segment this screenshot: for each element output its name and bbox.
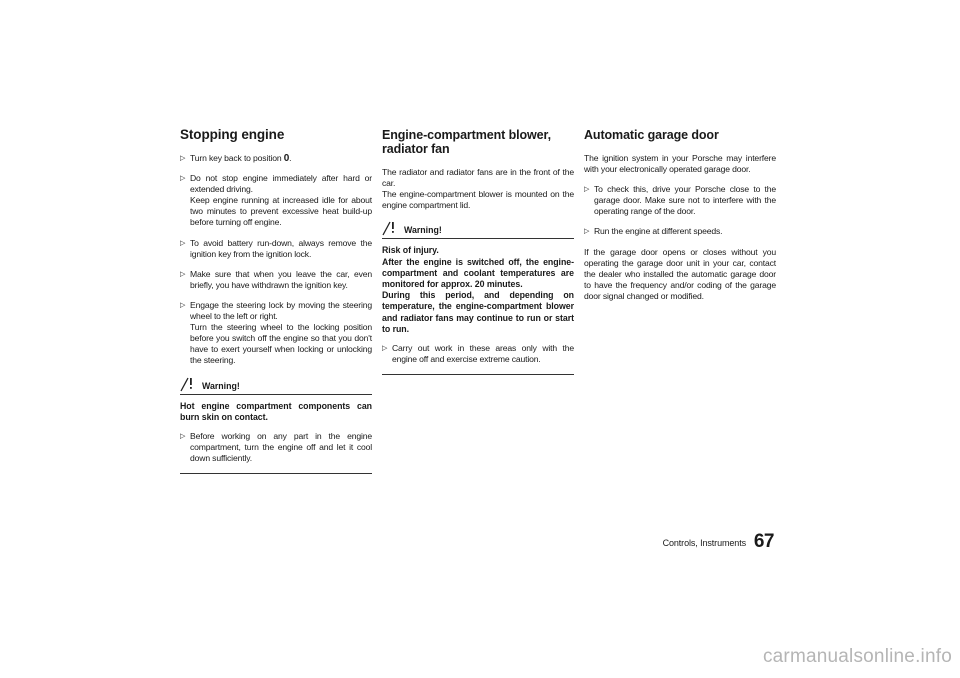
bullet-text-end: . xyxy=(289,153,292,163)
chapter-label: Controls, Instruments xyxy=(662,538,746,548)
column-automatic-garage-door xyxy=(584,128,776,302)
triangle-right-icon: ▷ xyxy=(180,155,186,162)
key-position: 0 xyxy=(283,153,290,164)
outro-text: If the garage door opens or closes without you operating the garage door unit in your car, contact the dealer who installed the automatic garage door to have the frequency and/or coding of the garage door signal changed or modified. xyxy=(584,246,776,301)
bullet-text: Turn key back to position xyxy=(190,153,284,163)
warning-icon xyxy=(180,376,200,392)
triangle-right-icon: ▷ xyxy=(180,239,186,247)
page-footer xyxy=(638,531,774,551)
section-title-stopping-engine: Stopping engine xyxy=(180,127,285,142)
list-item xyxy=(180,300,372,367)
bullet-text: To check this, drive your Porsche close to the garage door. Make sure not to interfere with the operating range of the door. xyxy=(594,184,776,217)
warning-header xyxy=(180,376,372,395)
triangle-right-icon: ▷ xyxy=(180,270,186,278)
section-title-garage-door: Automatic garage door xyxy=(584,128,719,142)
bullet-text: Engage the steering lock by moving the steering wheel to the left or right. Turn the steering wheel to the locking position before you switch off the engine so that you don't have to exert yourself when locking or unlocking the steering. xyxy=(190,299,372,366)
intro-text: The radiator and radiator fans are in the front of the car. The engine-compartment blower is mounted on the engine compartment lid. xyxy=(382,167,574,211)
warning-icon xyxy=(382,220,402,236)
warning-label: Warning! xyxy=(404,225,442,236)
watermark: carmanualsonline.info xyxy=(762,646,952,667)
bullet-text: Carry out work in these areas only with the engine off and exercise extreme caution. xyxy=(392,343,574,365)
triangle-right-icon: ▷ xyxy=(584,186,590,194)
bullet-text: Do not stop engine immediately after hard or extended driving. Keep engine running at increased idle for about two minutes to prevent excessive heat build-up before turning off engine. xyxy=(190,173,372,228)
list-item xyxy=(382,343,574,365)
section-title-blower: Engine-compartment blower, radiator fan xyxy=(382,128,551,156)
warning-text: Risk of injury. After the engine is switched off, the engine-compartment and coolant temperatures are monitored for approx. 20 minutes. During this period, and depending on temperature, the engine-compartment blower and radiator fans may continue to run or start to run. xyxy=(382,245,574,334)
bullet-text: Make sure that when you leave the car, even briefly, you have withdrawn the ignition key. xyxy=(190,268,372,290)
list-item xyxy=(584,184,776,217)
intro-text: The ignition system in your Porsche may interfere with your electronically operated garage door. xyxy=(584,153,776,175)
list-item xyxy=(180,173,372,228)
bullet-text: Run the engine at different speeds. xyxy=(594,226,723,237)
warning-end-rule xyxy=(180,473,372,474)
bullet-text: Before working on any part in the engine compartment, turn the engine off and let it cool down sufficiently. xyxy=(190,430,372,464)
column-engine-compartment-blower xyxy=(382,128,574,375)
triangle-right-icon: ▷ xyxy=(584,228,590,236)
warning-text: Hot engine compartment components can burn skin on contact. xyxy=(180,400,372,422)
list-item xyxy=(584,226,776,237)
page-number: 67 xyxy=(753,531,774,552)
warning-label: Warning! xyxy=(202,380,240,391)
list-item xyxy=(180,431,372,464)
list-item xyxy=(180,238,372,260)
column-stopping-engine xyxy=(180,128,372,474)
warning-end-rule xyxy=(382,374,574,375)
triangle-right-icon: ▷ xyxy=(180,175,186,183)
triangle-right-icon: ▷ xyxy=(382,345,388,352)
list-item xyxy=(180,153,372,164)
warning-header xyxy=(382,220,574,239)
triangle-right-icon: ▷ xyxy=(180,301,186,309)
triangle-right-icon: ▷ xyxy=(180,432,186,440)
bullet-text: To avoid battery run-down, always remove the ignition key from the ignition lock. xyxy=(190,237,372,259)
list-item xyxy=(180,269,372,291)
